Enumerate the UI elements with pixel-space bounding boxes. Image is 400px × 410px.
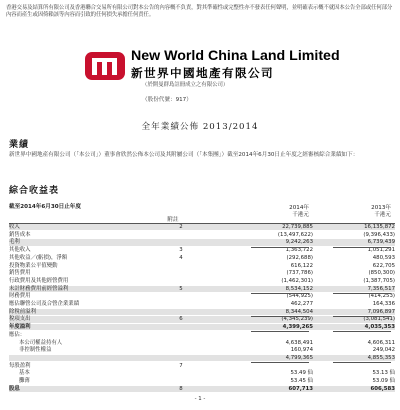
subtotal-rule [251,293,309,294]
table-row [9,247,395,253]
row-value-2013: 622,705 [372,262,395,269]
row-note: 7 [179,362,183,369]
col2-unit-header: 千港元 [374,212,391,218]
row-value-2013: 1,051,291 [367,247,395,254]
table-row [9,278,395,284]
subtotal-rule [251,316,309,317]
row-label: 股息 [9,385,20,392]
row-value-2013: 480,593 [372,254,395,261]
row-value-2014: 4,799,365 [285,354,313,361]
row-value-2013: 53.13 仙 [372,370,395,377]
row-label: 行政費用及其他經營費用 [9,277,69,284]
table-row [9,255,395,261]
company-logo-block [84,50,344,90]
row-value-2013: (1,387,705) [363,277,395,284]
row-value-2013: (9,396,433) [363,231,395,238]
row-label: 其他收入 [9,247,31,254]
row-label: 收入 [9,224,20,230]
company-name-cn: 新世界中國地產有限公司 [131,66,274,80]
row-label: 非控制性權益 [19,347,52,354]
table-row [9,232,395,238]
row-value-2014: 160,974 [290,347,313,354]
note-column-header: 附註 [167,217,179,223]
table-row [9,355,395,361]
table-row [9,363,395,369]
row-value-2013: 4,855,353 [367,354,395,361]
row-label: 銷售費用 [9,270,31,277]
row-value-2013: 4,606,311 [367,339,395,346]
subtotal-rule [333,362,391,363]
table-row [9,316,395,322]
row-value-2013: 164,336 [372,301,395,307]
row-note: 3 [179,247,183,254]
col2-year-header: 2013年 [371,205,391,211]
row-value-2014: 8,344,504 [285,308,313,315]
row-value-2014: (737,786) [286,270,313,277]
col1-unit-header: 千港元 [292,212,309,218]
company-logo-icon [84,50,126,82]
row-value-2014: 616,122 [290,262,313,269]
table-row [9,239,395,245]
company-name-en: New World China Land Limited [131,48,340,64]
row-value-2013: 606,583 [370,385,395,392]
row-value-2013: 53.09 仙 [372,378,395,384]
row-value-2013: 4,035,353 [364,324,395,331]
subtotal-rule [251,362,309,363]
table-row [9,301,395,307]
row-value-2014: (4,345,239) [281,316,313,323]
row-label: 應佔聯營公司及合營企業業績 [9,301,80,307]
table-row [9,347,395,353]
row-label: 基本 [19,370,30,377]
row-note: 8 [179,385,183,392]
table-row [9,340,395,346]
table-row [9,309,395,315]
row-label: 年度溢利 [9,324,31,331]
row-value-2013: 249,042 [372,347,395,354]
stock-code: （股份代號：917） [142,97,192,103]
row-label: 財務費用 [9,293,31,300]
table-row [9,386,395,392]
table-row [9,263,395,269]
subtotal-rule [251,331,309,332]
row-value-2014: (13,497,622) [277,231,313,238]
row-value-2013: 7,356,517 [367,285,395,292]
table-row [9,378,395,384]
row-label: 稅項支出 [9,316,31,323]
row-label: 每股盈利 [9,362,31,369]
row-value-2014: 1,363,722 [285,247,313,254]
page-number: - 1 - [194,396,206,402]
row-value-2014: 8,534,152 [285,285,313,292]
subtotal-rule [333,316,391,317]
row-label: 本公司權益持有人 [19,339,63,346]
row-label: 投資物業公平值變動 [9,262,58,269]
table-row [9,324,395,330]
table-row [9,286,395,292]
row-label: 其他收益／(虧損)，淨額 [9,254,68,261]
section-heading-income-statement: 綜合收益表 [9,186,60,196]
table-row [9,293,395,299]
row-label: 毛利 [9,239,20,246]
subtotal-rule [333,293,391,294]
row-label: 除稅前溢利 [9,308,36,315]
row-value-2014: 4,399,265 [282,324,313,331]
row-value-2014: 607,713 [288,385,313,392]
row-value-2014: 22,739,885 [282,224,313,230]
table-row [9,224,395,230]
subtotal-rule [251,247,309,248]
row-value-2013: 6,739,439 [367,239,395,246]
table-period: 截至2014年6月30日止年度 [9,204,81,210]
row-value-2014: (1,462,301) [281,277,313,284]
row-value-2013: (850,300) [368,270,395,277]
subtotal-rule [333,247,391,248]
table-row [9,270,395,276]
row-value-2013: 7,096,897 [367,308,395,315]
company-incorporation: （於開曼群島註冊成立之有限公司） [142,82,229,88]
row-value-2014: 53.45 仙 [290,378,313,384]
row-value-2013: 16,135,872 [364,224,395,230]
document-title: 全年業績公佈 2013/2014 [141,122,259,132]
intro-paragraph: 新世界中國地產有限公司（「本公司」）董事會欣然公佈本公司及其附屬公司（「本集團」）截至2014年6月30日止年度之經審核綜合業績如下： [9,152,359,158]
disclaimer-text: 香港交易及結算所有限公司及香港聯合交易所有限公司對本公告的內容概不負責，對其準確性或完整性亦不發表任何聲明，並明確表示概不就因本公告全部或任何部分內容而產生或因倚賴該等內容而引致的任何損失承擔任何責任。 [6,5,393,19]
row-label: 銷售成本 [9,231,31,238]
row-label: 應佔： [9,331,26,338]
row-note: 2 [179,224,183,230]
subtotal-rule [333,331,391,332]
row-label: 未計財務費用前經營溢利 [9,285,69,292]
row-value-2014: (544,925) [286,293,313,300]
table-row [9,370,395,376]
row-note: 4 [179,254,183,261]
row-note: 5 [179,285,183,292]
row-value-2013: (414,253) [368,293,395,300]
row-label: 攤薄 [19,378,30,384]
row-value-2014: (292,688) [286,254,313,261]
section-heading-results: 業績 [9,140,30,150]
row-note: 6 [179,316,183,323]
row-value-2014: 462,277 [290,301,313,307]
row-value-2014: 4,638,491 [285,339,313,346]
row-value-2014: 9,242,263 [285,239,313,246]
row-value-2014: 53.49 仙 [290,370,313,377]
row-value-2013: (3,081,541) [363,316,395,323]
table-row [9,332,395,338]
col1-year-header: 2014年 [289,205,309,211]
